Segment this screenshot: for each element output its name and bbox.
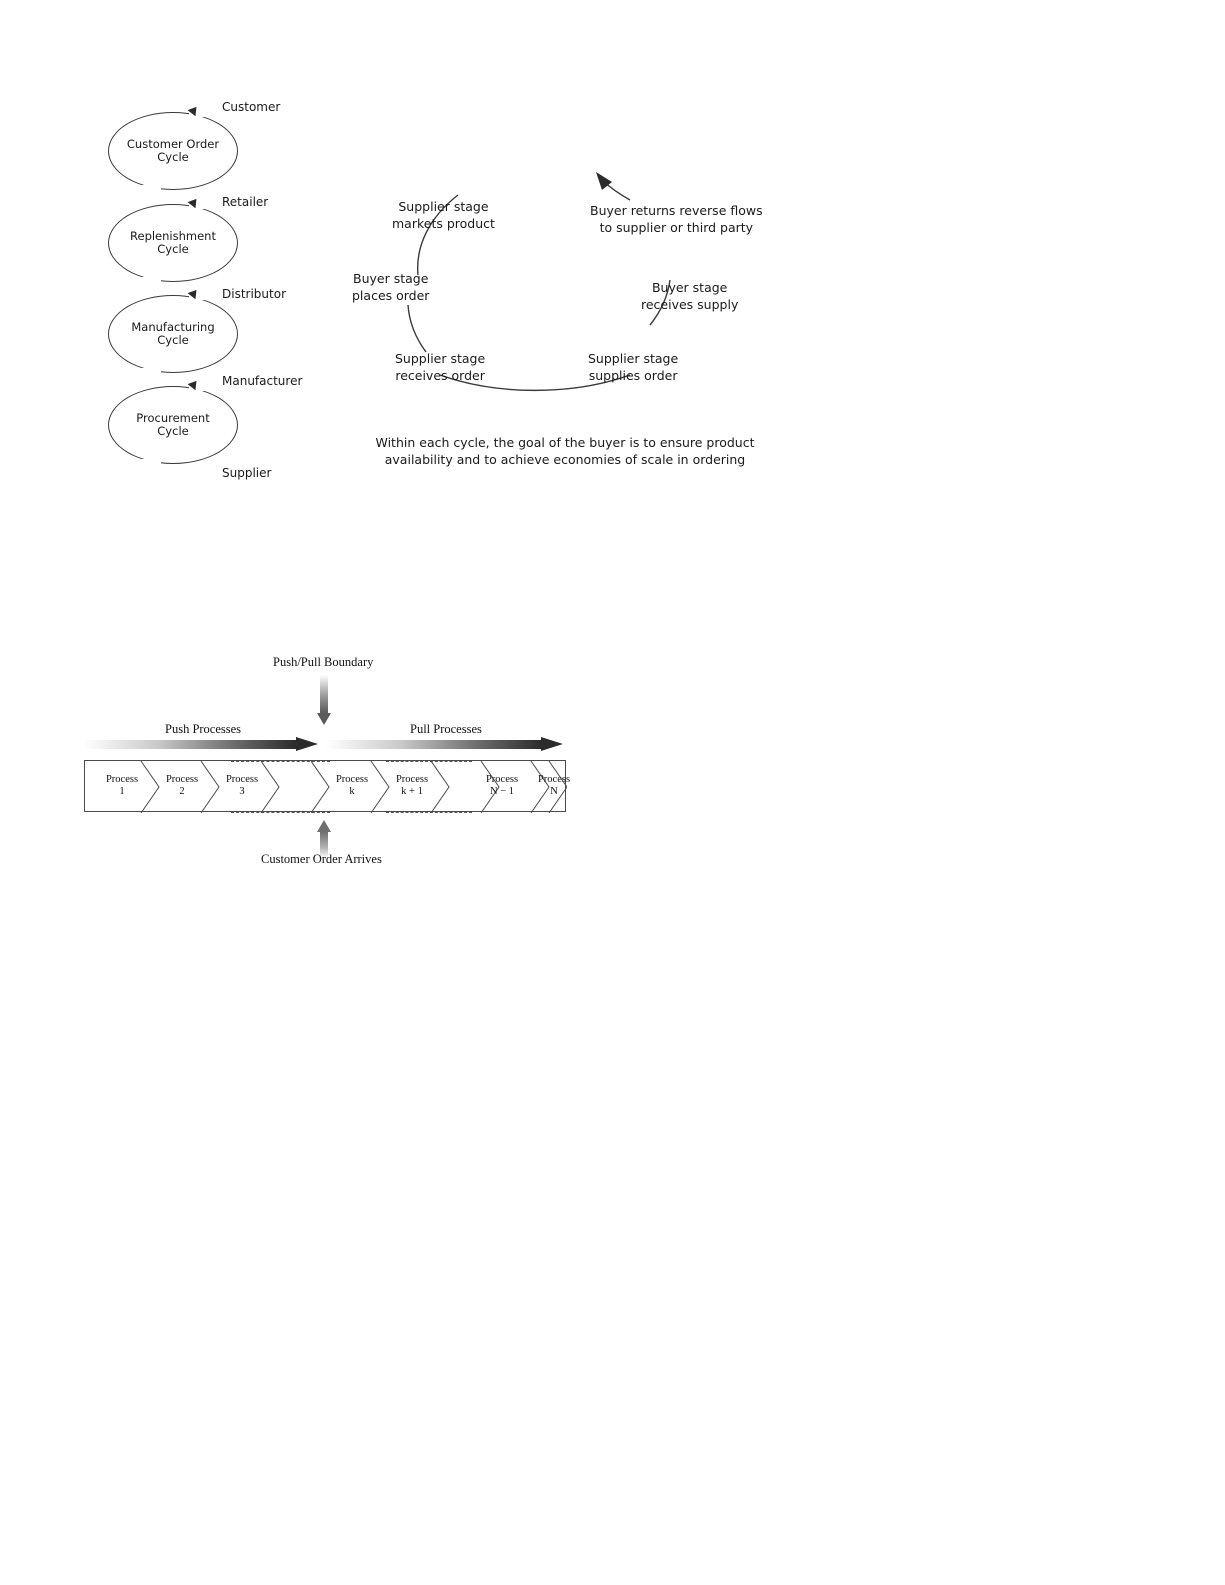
stage-label-retailer: Retailer (222, 195, 269, 209)
cycle-customer-order (108, 112, 238, 190)
process-3: Process 3 (225, 774, 259, 797)
subcycle-markets-product: Supplier stage markets product (392, 199, 495, 231)
stage-label-customer: Customer (222, 100, 281, 114)
arrow-head (296, 737, 318, 751)
subcycle-buyer-places-order: Buyer stage places order (352, 271, 430, 303)
subcycle-buyer-returns: Buyer returns reverse flows to supplier or third party (590, 203, 763, 235)
cycle-label: Procurement Cycle (136, 411, 210, 438)
push-pull-figure (0, 630, 1225, 890)
cycle-label: Replenishment Cycle (130, 229, 216, 256)
arrow-head (317, 713, 331, 725)
boundary-down-arrow (317, 675, 331, 727)
process-2: Process 2 (165, 774, 199, 797)
subcycle-supplier-receives-order: Supplier stage receives order (395, 351, 486, 383)
process-k-plus-1: Process k + 1 (395, 774, 429, 797)
push-arrow (84, 737, 296, 752)
ring-gap-bottom (133, 368, 161, 378)
arrow-shaft (320, 675, 328, 713)
cycle-label: Manufacturing Cycle (131, 320, 215, 347)
cycle-view-note: Within each cycle, the goal of the buyer is to ensure product availability and to achieve economies of scale in ordering (375, 435, 755, 467)
arrow-shaft (326, 740, 541, 749)
arrow-head (317, 820, 331, 832)
arrow-shaft (84, 740, 296, 749)
cycle-view-figure (0, 0, 1225, 520)
stage-label-distributor: Distributor (222, 287, 287, 301)
ring-gap-bottom (133, 277, 161, 287)
process-n: Process N (537, 774, 571, 797)
stage-label-manufacturer: Manufacturer (222, 374, 303, 388)
customer-order-arrives-label: Customer Order Arrives (261, 852, 382, 866)
push-processes-label: Push Processes (165, 722, 242, 736)
stage-label-supplier: Supplier (222, 466, 272, 480)
ring-gap-bottom (133, 459, 161, 469)
process-band (84, 760, 571, 812)
subcycle-supplier-supplies-order: Supplier stage supplies order (588, 351, 679, 383)
cycle-manufacturing (108, 295, 238, 373)
process-1: Process 1 (105, 774, 139, 797)
pull-arrow (326, 737, 541, 752)
arrow-head (541, 737, 563, 751)
process-k: Process k (335, 774, 369, 797)
push-pull-boundary-label: Push/Pull Boundary (273, 655, 374, 669)
pull-processes-label: Pull Processes (410, 722, 482, 736)
ring-gap-bottom (133, 185, 161, 195)
subcycle-buyer-receives-supply: Buyer stage receives supply (641, 280, 739, 312)
cycle-replenishment (108, 204, 238, 282)
cycle-procurement (108, 386, 238, 464)
cycle-label: Customer Order Cycle (126, 137, 220, 164)
process-n-minus-1: Process N − 1 (485, 774, 519, 797)
